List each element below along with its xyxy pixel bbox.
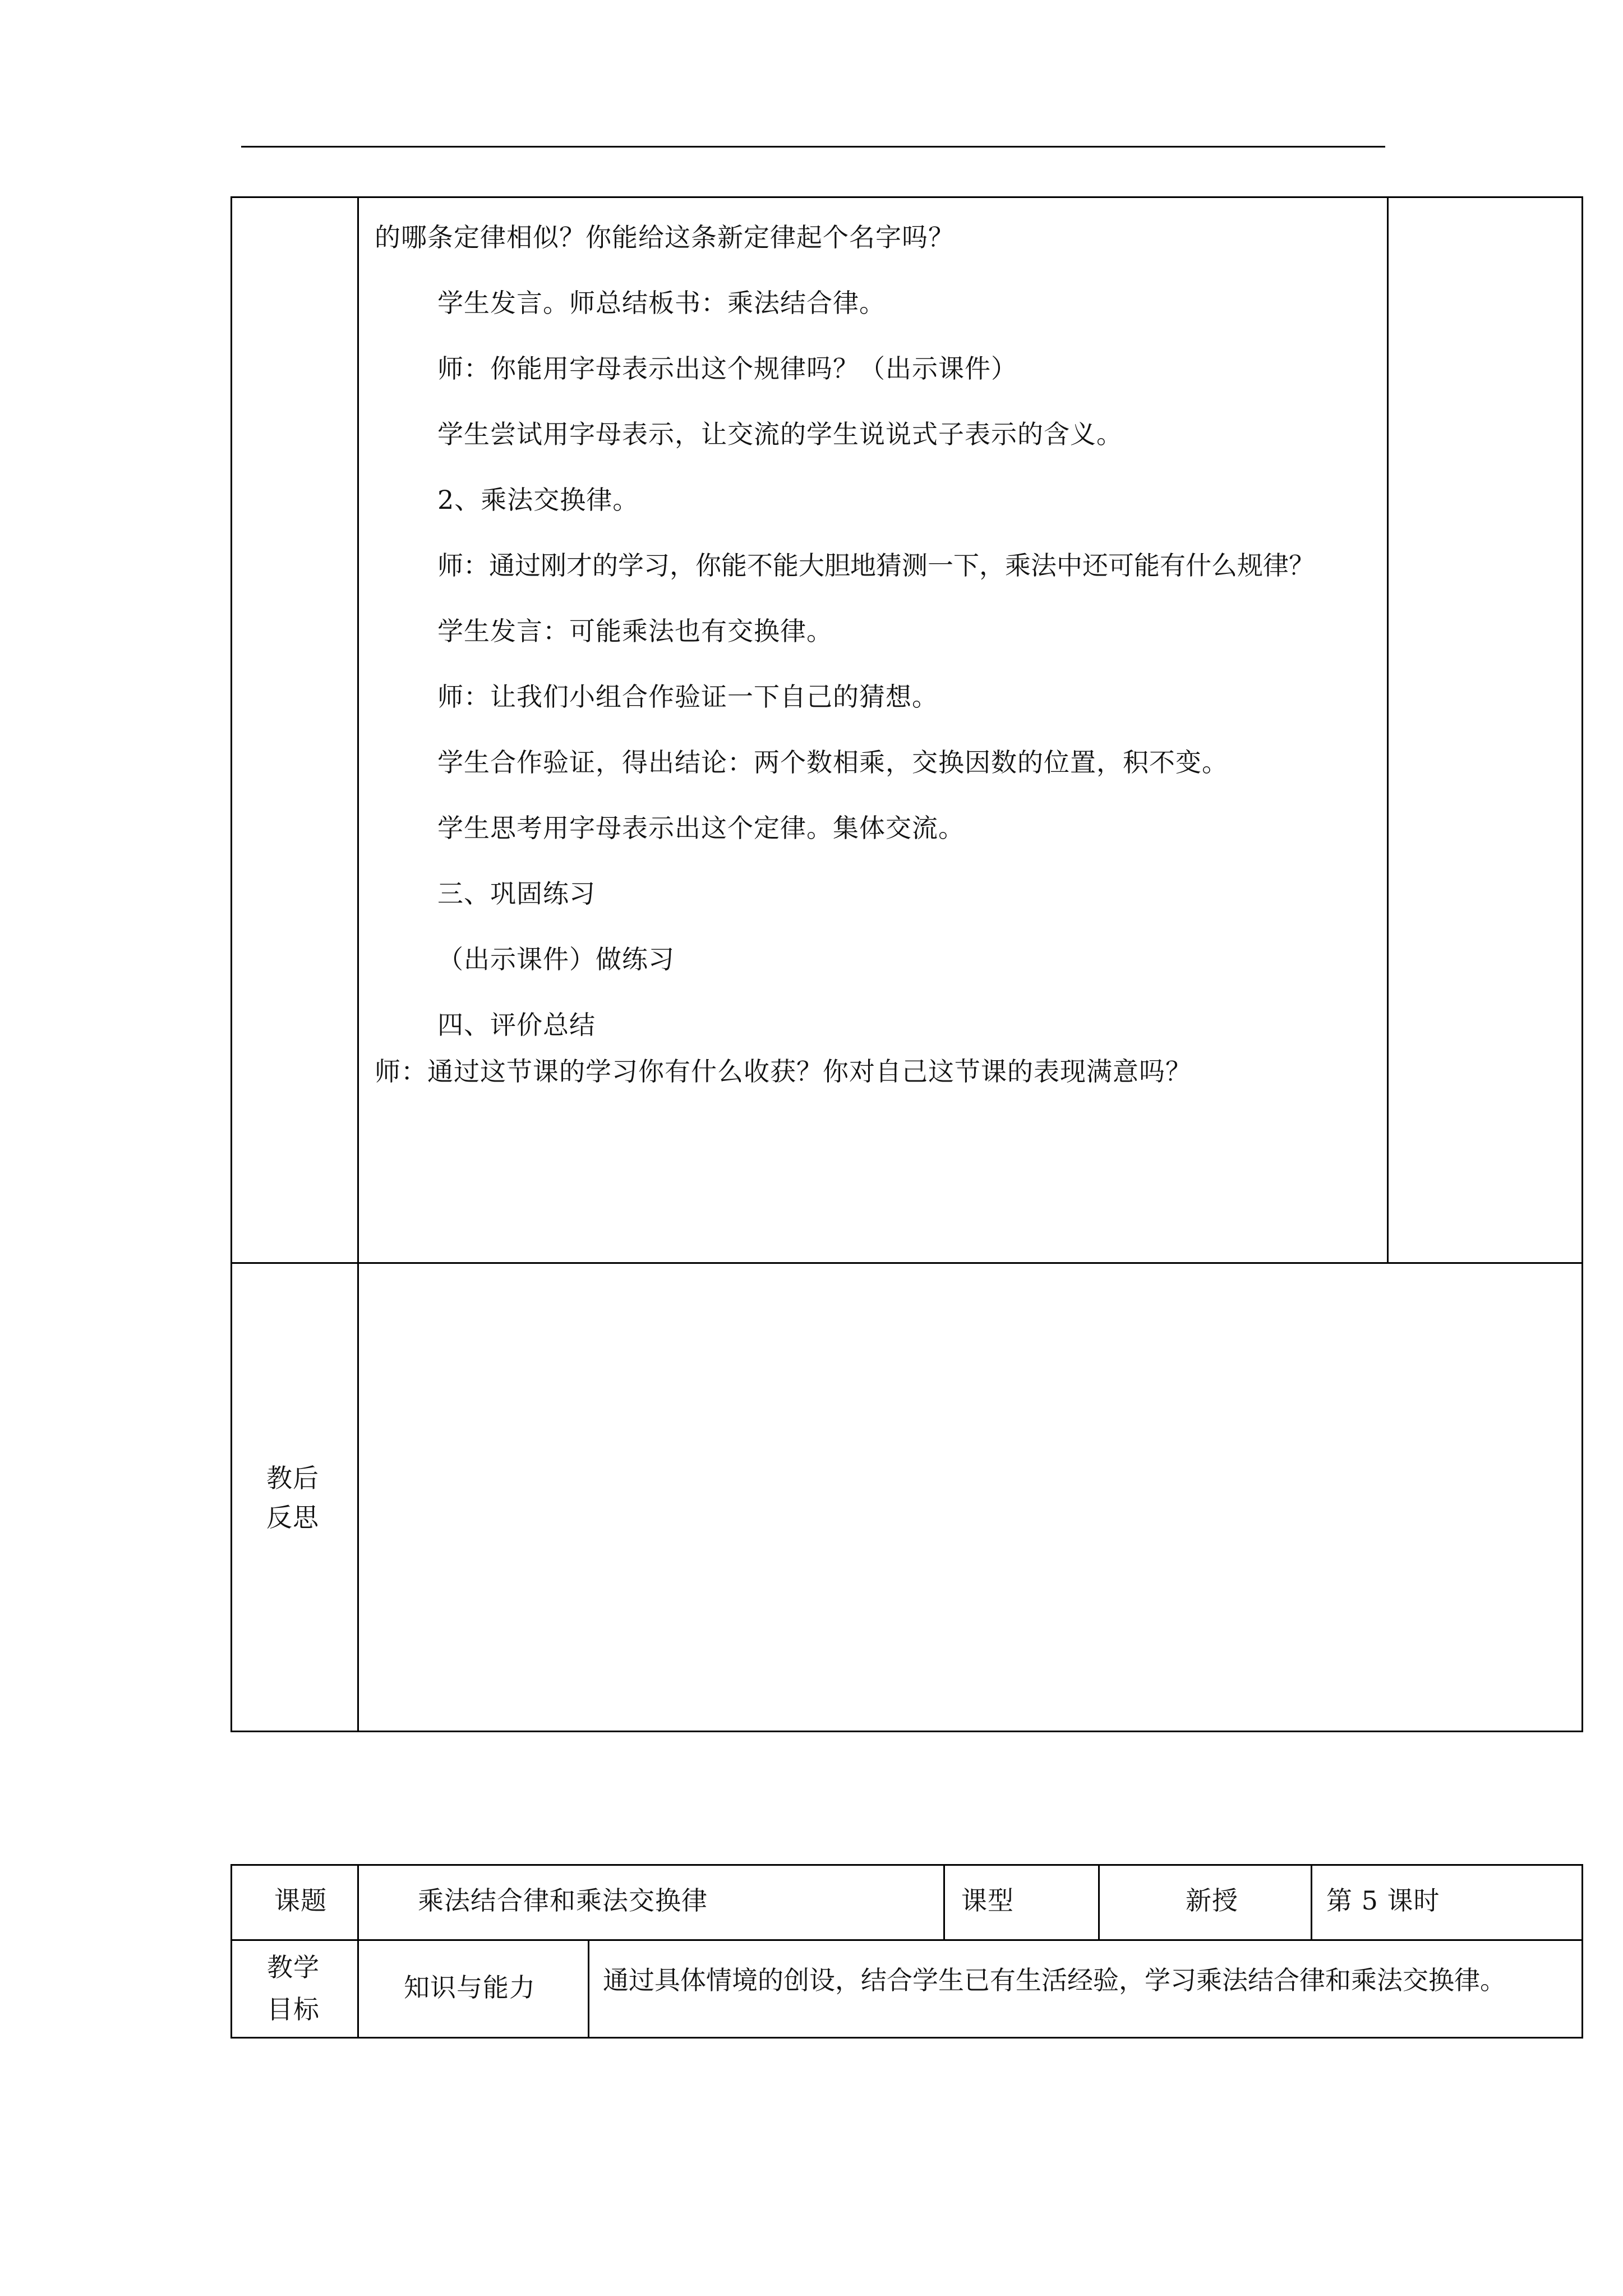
goal-label: 目标 [267, 1994, 320, 2024]
process-line: 师：通过刚才的学习，你能不能大胆地猜测一下，乘法中还可能有什么规律？ [437, 550, 1315, 581]
table2-col-divider [588, 1939, 589, 2039]
table2-left-border [230, 1864, 232, 2039]
process-line: 学生发言：可能乘法也有交换律。 [437, 616, 833, 646]
table1-right-border [1581, 196, 1583, 1732]
lesson-type-label: 课型 [961, 1885, 1014, 1916]
table2-right-border [1581, 1864, 1583, 2039]
process-line: 学生思考用字母表示出这个定律。集体交流。 [437, 813, 965, 843]
reflection-label: 教后 [266, 1463, 319, 1493]
process-line: 2、乘法交换律。 [437, 485, 639, 515]
table2-col-divider [1098, 1864, 1100, 1941]
process-line: 学生合作验证，得出结论：两个数相乘，交换因数的位置，积不变。 [437, 747, 1228, 777]
process-line: 学生发言。师总结板书：乘法结合律。 [437, 288, 886, 318]
topic-label: 课题 [274, 1885, 327, 1916]
process-line: （出示课件）做练习 [437, 944, 675, 974]
reflection-content [370, 1273, 1570, 1717]
goal-text: 通过具体情境的创设，结合学生已有生活经验，学习乘法结合律和乘法交换律。 [603, 1965, 1506, 1995]
table1-top-border [230, 196, 1583, 198]
table1-row-divider [230, 1262, 1583, 1264]
table1-left-border [230, 196, 232, 1732]
table1-bottom-border [230, 1731, 1583, 1732]
lesson-type-value: 新授 [1186, 1885, 1238, 1916]
table1-label-divider [357, 196, 359, 1732]
process-line: 四、评价总结 [437, 1010, 596, 1040]
process-line: 学生尝试用字母表示，让交流的学生说说式子表示的含义。 [437, 419, 1123, 449]
goal-label: 教学 [267, 1952, 320, 1982]
reflection-label: 反思 [266, 1502, 319, 1533]
table2-row-divider [230, 1939, 1583, 1941]
lesson-period: 第 5 课时 [1326, 1885, 1440, 1916]
table2-top-border [230, 1864, 1583, 1866]
table2-col-divider [357, 1864, 359, 2039]
process-line: 的哪条定律相似？你能给这条新定律起个名字吗？ [375, 222, 955, 252]
table2-col-divider [1311, 1864, 1312, 1941]
goal-category: 知识与能力 [404, 1972, 536, 2003]
table2-bottom-border [230, 2037, 1583, 2039]
process-line: 师：你能用字母表示出这个规律吗？（出示课件） [437, 353, 1017, 384]
process-line: 三、巩固练习 [437, 878, 596, 909]
topic-value: 乘法结合律和乘法交换律 [418, 1885, 708, 1916]
table2-col-divider [943, 1864, 945, 1941]
process-line: 师：让我们小组合作验证一下自己的猜想。 [437, 682, 938, 712]
header-rule [241, 146, 1385, 148]
process-line: 师：通过这节课的学习你有什么收获？你对自己这节课的表现满意吗？ [375, 1056, 1192, 1087]
table1-notes-divider [1387, 196, 1389, 1264]
